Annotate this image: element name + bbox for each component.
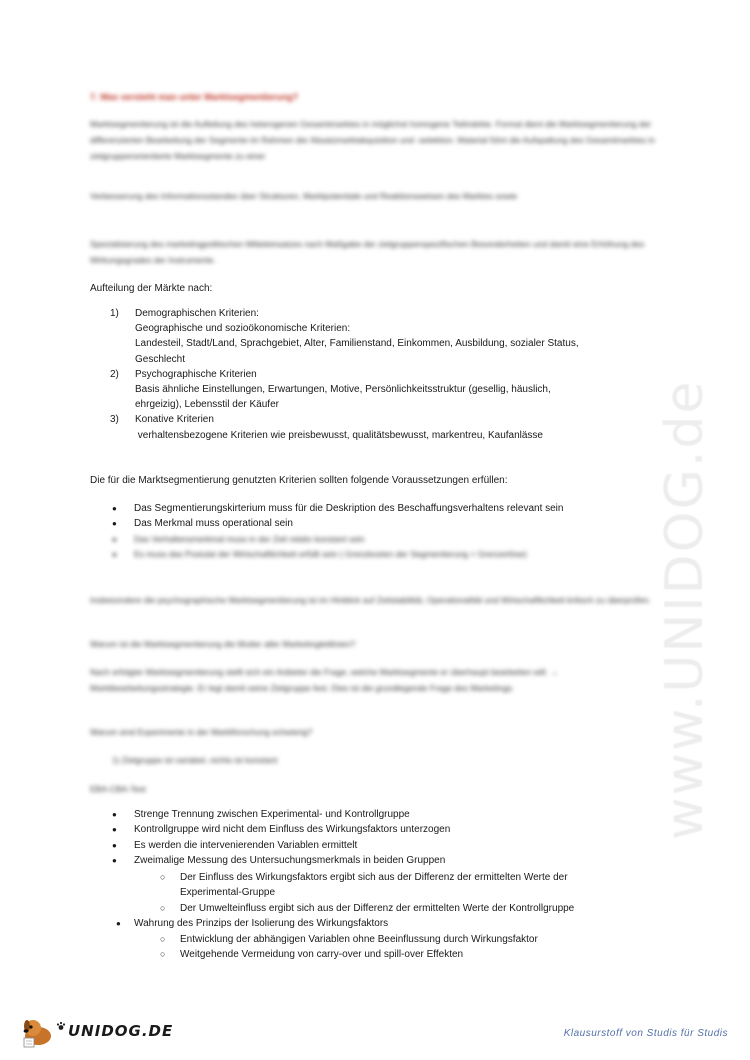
list-line: Geschlecht (135, 353, 186, 365)
list-item (112, 853, 672, 868)
list-text: Zweimalige Messung des Untersuchungsmerkmals in beiden Gruppen (134, 854, 446, 866)
list-item (112, 838, 672, 853)
list-text: Es werden die intervenierenden Variablen ermittelt (134, 839, 358, 851)
bullet-icon: ● (112, 534, 117, 544)
sub-list-text: Der Umwelteinfluss ergibt sich aus der Differenz der ermittelten Werte der Kontrollgruppe (180, 902, 575, 914)
paw-icon (56, 1021, 66, 1031)
list-line: Geographische und sozioökonomische Kriterien: (135, 323, 351, 335)
paragraph-psychographic: Insbesondere die psychographische Marktsegmentierung ist im Hinblick auf Zeitstabilität, Operationalität und Wirtschaftlichkeit kritisch zu überprüfen. (90, 595, 651, 605)
question-answer-item: 1) Zielgruppe ist variabel, nichts ist konstant (112, 755, 278, 765)
sub-list-text: Weitgehende Vermeidung von carry-over und spill-over Effekten (180, 949, 464, 961)
bullet-icon: ● (112, 810, 117, 819)
list-text: Das Merkmal muss operational sein (134, 518, 293, 530)
logo-text: UNIDOG.DE (68, 1022, 174, 1040)
sub-list-text: Der Einfluss des Wirkungsfaktors ergibt sich aus der Differenz der ermittelten Werte der (180, 872, 568, 883)
list-line: Basis ähnliche Einstellungen, Erwartungen, Motive, Persönlichkeitsstruktur (gesellig, häuslich, (135, 384, 551, 396)
list-item (112, 547, 672, 562)
list-number: 3) (110, 414, 119, 426)
sub-list-text: Entwicklung der abhängigen Variablen ohne Beeinflussung durch Wirkungsfaktor (180, 934, 538, 945)
sub-list-item (160, 870, 660, 901)
unidog-logo (20, 1014, 173, 1048)
voraussetzungen-label: Die für die Marktsegmentierung genutzten Kriterien sollten folgende Voraussetzungen erfüllen: (90, 475, 508, 486)
list-line: Konative Kriterien (135, 414, 214, 426)
list-item (110, 367, 670, 413)
bullet-icon: ● (112, 855, 117, 865)
sub-list-text: Experimental-Gruppe (180, 887, 276, 899)
list-item (112, 532, 672, 547)
paragraph-specialization: Spezialisierung des marketingpolitischen Mitteleinsatzes nach Maßgabe der zielgruppenspezifischen Besonderheiten und damit eine Erhöhung des Wirkungsgrades der Instrumente. (90, 239, 645, 265)
question-experiments: Warum sind Experimente in der Marktforschung schwierig? (90, 727, 313, 737)
list-item (112, 822, 672, 837)
list-text: Wahrung des Prinzips der Isolierung des Wirkungsfaktors (134, 918, 389, 929)
list-line: verhaltensbezogene Kriterien wie preisbewusst, qualitätsbewusst, markentreu, Kaufanlässe (135, 429, 543, 441)
aufteilung-label: Aufteilung der Märkte nach: (90, 283, 213, 294)
footer-tagline: Klausurstoff von Studis für Studis (563, 1028, 728, 1039)
list-number: 2) (110, 368, 119, 380)
list-item (110, 306, 670, 367)
list-text: Es muss das Postulat der Wirtschaftlichkeit erfüllt sein ( Grenzkosten der Segmentierung < Grenzerlöse) (134, 548, 527, 559)
section-heading: 7. Was versteht man unter Marktsegmentierung? (90, 92, 299, 102)
list-item (112, 501, 672, 516)
circle-bullet-icon: ○ (160, 902, 166, 913)
list-item (112, 807, 672, 822)
circle-bullet-icon: ○ (160, 872, 166, 882)
sub-list-measurement (160, 870, 660, 916)
sub-list-item (160, 947, 660, 962)
eba-label: EBA-CBA-Test (90, 784, 146, 794)
list-item (116, 916, 676, 931)
dog-icon (20, 1014, 56, 1048)
list-line: Psychographische Kriterien (135, 368, 257, 380)
sub-list-item (160, 901, 660, 916)
list-line: Landesteil, Stadt/Land, Sprachgebiet, Alter, Familienstand, Einkommen, Ausbildung, sozialer Status, (135, 338, 579, 350)
bullet-icon: ● (112, 825, 117, 835)
sub-list-item (160, 932, 660, 947)
bullet-icon: ● (112, 519, 117, 529)
circle-bullet-icon: ○ (160, 949, 166, 960)
list-text: Strenge Trennung zwischen Experimental- und Kontrollgruppe (134, 809, 410, 820)
list-text: Das Segmentierungskirterium muss für die Deskription des Beschaffungsverhaltens relevant sein (134, 503, 564, 514)
list-text: Das Verhaltensmerkmal muss in der Zeit relativ konstant sein (134, 533, 365, 544)
paragraph-intro: Marktsegmentierung ist die Aufteilung des heterogenen Gesamtmarktes in möglichst homogene Teilmärkte. Formal dient die Marktsegmentierung der differenzierten Bearbeitung der Segmente im Rahmen der Absatzmarktakquisition und -selektion. Material führt die Aufspaltung des Gesamtmarktes in zielgruppenorientierte Marktsegmente zu einer (90, 119, 655, 161)
bullet-icon: ● (112, 549, 117, 559)
list-number: 1) (110, 308, 119, 319)
isolation-bullet (116, 916, 676, 931)
eba-bullet-list (112, 807, 672, 868)
watermark: www.UNIDOG.de (655, 379, 715, 840)
bullet-icon: ● (116, 919, 121, 928)
sub-list-isolation (160, 932, 660, 963)
question-mutter: Warum ist die Marktsegmentierung die Mutter aller Marketingleitlinien? (90, 639, 356, 649)
paragraph-answer: Nach erfolgter Marktsegmentierung stellt sich ein Anbieter die Frage, welche Marktsegmente er überhaupt bearbeiten will. → Marktbearbeitungsstrategie. Er legt damit seine Zielgruppe fest. Dies ist die grundlegende Frage des Marketings. (90, 667, 559, 693)
numbered-criteria-list (110, 306, 670, 443)
paragraph-information: Verbesserung des Informationsstandes über Strukturen, Marktpotentiale und Reaktionsweisen des Marktes sowie (90, 191, 518, 201)
requirements-list (112, 501, 672, 562)
list-item (112, 516, 672, 531)
list-item (110, 412, 670, 442)
list-text: Kontrollgruppe wird nicht dem Einfluss des Wirkungsfaktors unterzogen (134, 824, 451, 836)
list-line: ehrgeizig), Lebensstil der Käufer (135, 399, 279, 411)
list-line: Demographischen Kriterien: (135, 308, 259, 319)
circle-bullet-icon: ○ (160, 934, 166, 944)
bullet-icon: ● (112, 504, 117, 513)
bullet-icon: ● (112, 840, 117, 850)
